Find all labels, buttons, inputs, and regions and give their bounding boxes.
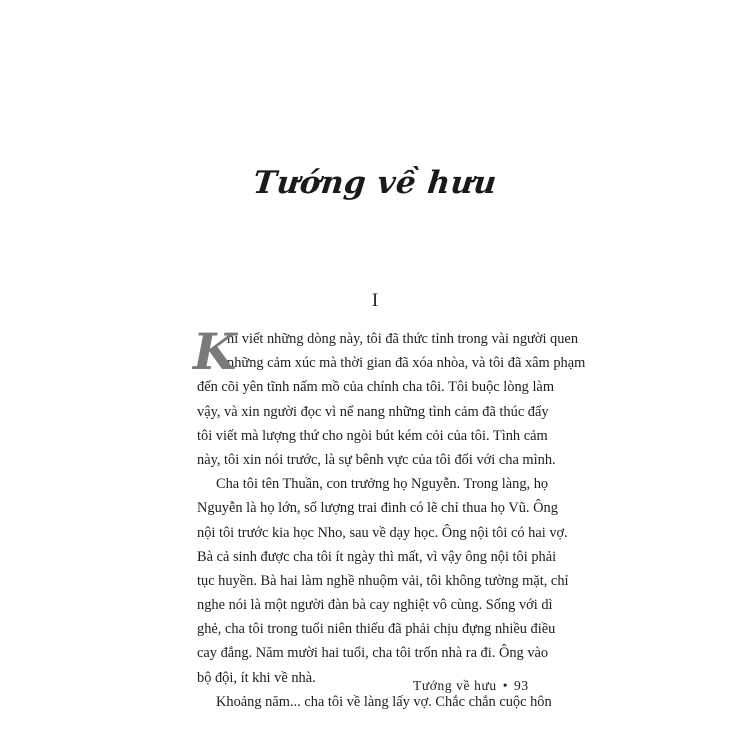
text-line: này, tôi xin nói trước, là sự bênh vực của tôi đối với cha mình. xyxy=(197,451,556,468)
text-line: đến cõi yên tĩnh nấm mồ của chính cha tôi. Tôi buộc lòng làm xyxy=(197,379,555,396)
chapter-title: Tướng về hưu xyxy=(251,165,499,201)
text-line: hi viết những dòng này, tôi đã thức tỉnh trong vài người quen xyxy=(227,331,579,347)
page-number: 93 xyxy=(514,678,529,693)
paragraph xyxy=(193,322,586,472)
text-line: những cảm xúc mà thời gian đã xóa nhòa, và tôi đã xâm phạm xyxy=(227,355,586,372)
text-line: vậy, và xin người đọc vì nể nang những tình cảm đã thúc đẩy xyxy=(197,403,549,420)
text-line: nghe nói là một người đàn bà cay nghiệt vô cùng. Sống với dì xyxy=(197,597,553,614)
text-line: tục huyền. Bà hai làm nghề nhuộm vải, tôi không tường mặt, chỉ xyxy=(197,572,569,589)
text-line: ghẻ, cha tôi trong tuổi niên thiếu đã phải chịu đựng nhiều điều xyxy=(197,621,556,638)
text-line: Cha tôi tên Thuần, con trưởng họ Nguyễn. Trong làng, họ xyxy=(216,476,549,493)
text-line: Nguyễn là họ lớn, số lượng trai đinh có lẽ chỉ thua họ Vũ. Ông xyxy=(197,500,558,517)
body-text xyxy=(193,322,586,714)
drop-cap: K xyxy=(193,322,237,381)
chapter-number: I xyxy=(371,290,379,311)
text-line: cay đắng. Năm mười hai tuổi, cha tôi trốn nhà ra đi. Ông vào xyxy=(197,645,549,662)
text-line: nội tôi trước kia học Nho, sau về dạy học. Ông nội tôi có hai vợ. xyxy=(197,524,568,541)
running-title: Tướng về hưu xyxy=(413,678,497,693)
paragraph xyxy=(197,472,569,690)
text-line: bộ đội, ít khi về nhà. xyxy=(197,669,316,686)
text-line: Bà cả sinh được cha tôi ít ngày thì mất, vì vậy ông nội tôi phải xyxy=(197,548,557,565)
page-footer xyxy=(413,678,529,694)
text-line: Khoảng năm... cha tôi về làng lấy vợ. Chắc chắn cuộc hôn xyxy=(216,693,552,710)
footer-separator: • xyxy=(502,678,509,693)
text-line: tôi viết mà lượng thứ cho ngòi bút kém cỏi của tôi. Tình cảm xyxy=(197,427,548,444)
